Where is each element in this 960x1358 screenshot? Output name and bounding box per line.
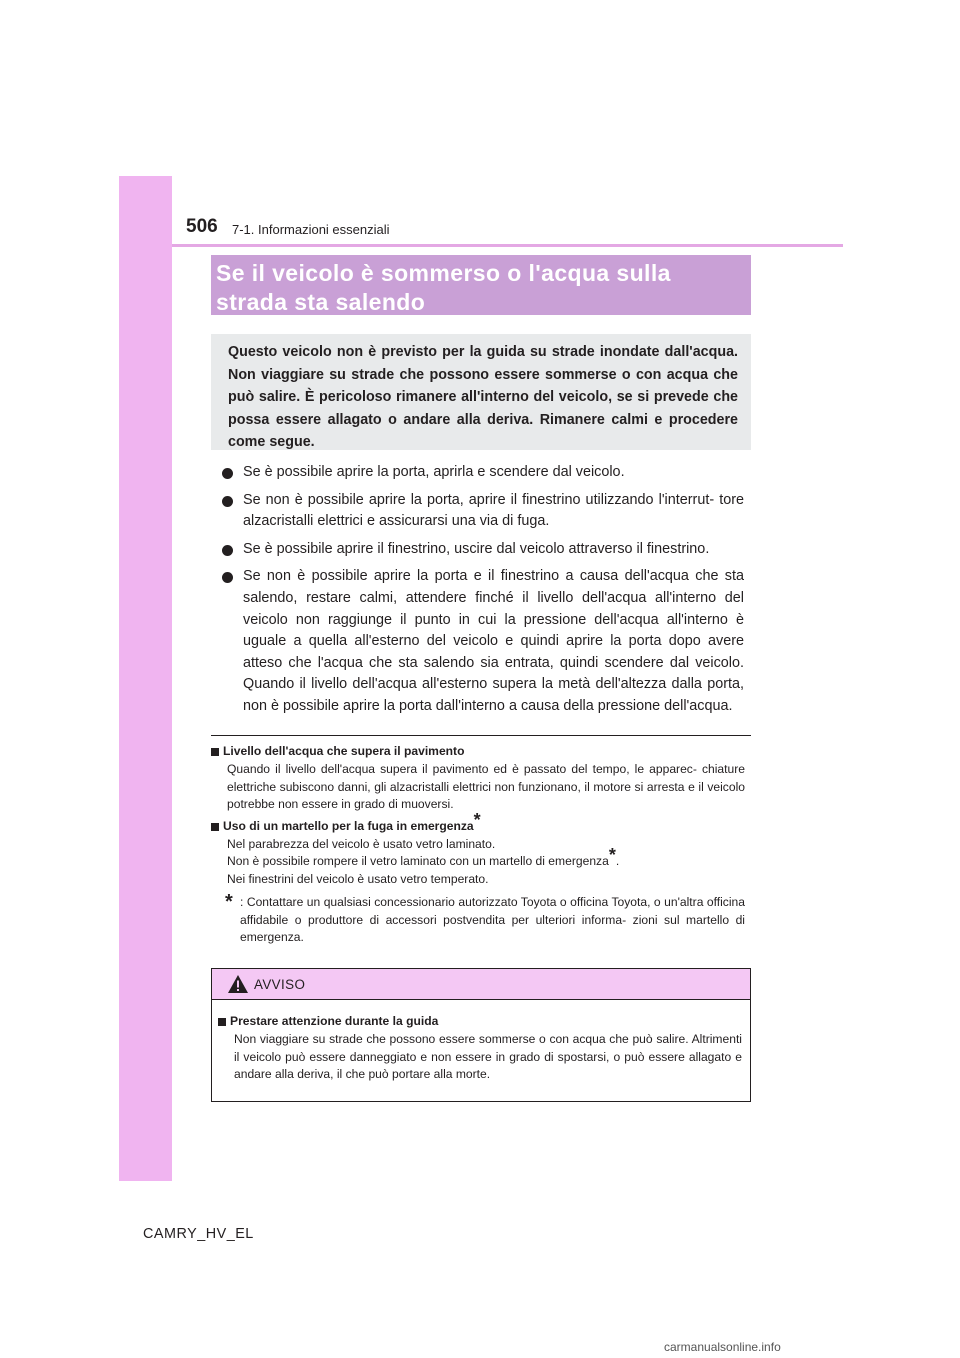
warning-label: AVVISO (254, 977, 306, 992)
note-line (211, 845, 745, 870)
model-code: CAMRY_HV_EL (143, 1226, 254, 1242)
note-heading-text: Uso di un martello per la fuga in emergenza (223, 818, 474, 833)
note-heading-hammer (211, 809, 745, 835)
note-line-text: Non è possibile rompere il vetro laminato con un martello di emergenza (227, 854, 609, 869)
header-divider (172, 244, 843, 247)
note-line-end: . (615, 854, 620, 869)
square-bullet-icon (211, 748, 219, 756)
list-item (222, 539, 744, 561)
notes-section (211, 743, 745, 946)
note-heading-text: Livello dell'acqua che supera il pavimento (223, 744, 465, 758)
bullet-list (222, 462, 744, 724)
footnote-star: * (225, 891, 233, 914)
bullet-text: Se non è possibile aprire la porta, aprire il finestrino utilizzando l'interrut- tore alzacristalli elettrici e assicurarsi una via di fuga. (243, 491, 744, 530)
warning-triangle-icon (227, 974, 249, 994)
warning-content (218, 1013, 742, 1088)
footnote-text: : Contattare un qualsiasi concessionario autorizzato Toyota o officina Toyota, o un'altra officina affidabile o produttore di accessori postvendita per ulteriori informa- zioni sul martello di emergenza. (240, 895, 745, 945)
footnote (211, 891, 745, 946)
bullet-icon (222, 468, 233, 479)
bullet-text: Se è possibile aprire la porta, aprirla e scendere dal veicolo. (243, 464, 625, 480)
section-divider (211, 735, 751, 736)
warning-heading (218, 1013, 742, 1030)
warning-body: Non viaggiare su strade che possono essere sommerse o con acqua che può salire. Altrimenti il veicolo può essere danneggiato e non essere in grado di spostarsi, o può essere allagato e andare alla deriva, il che può portare alla morte. (234, 1032, 742, 1082)
square-bullet-icon (211, 823, 219, 831)
title-banner (211, 255, 751, 315)
intro-box (211, 334, 751, 450)
list-item (222, 566, 744, 717)
footnote-marker: * (473, 809, 481, 830)
warning-header (212, 969, 750, 1000)
page-heading: Se il veicolo è sommerso o l'acqua sulla strada sta salendo (216, 260, 671, 315)
bullet-icon (222, 572, 233, 583)
bullet-icon (222, 496, 233, 507)
chapter-side-tab (119, 176, 172, 1181)
note-line: Nei finestrini del veicolo è usato vetro temperato. (227, 871, 489, 886)
bullet-icon (222, 545, 233, 556)
page-number: 506 (186, 216, 218, 237)
list-item (222, 462, 744, 484)
warning-heading-text: Prestare attenzione durante la guida (230, 1014, 439, 1028)
bullet-text: Se non è possibile aprire la porta e il finestrino a causa dell'acqua che sta salendo, restare calmi, attendere finché il livello dell'acqua all'interno del veicolo non raggiunge il punto in cui la pressione dell'acqua all'interno è uguale a quella all'esterno del veicolo e quindi aprire la porta dopo avere atteso che l'acqua che sta salendo sia entrata, quindi scendere dal veicolo. Quando il livello dell'acqua all'esterno supera la metà dell'altezza dalla porta, non è possibile aprire la porta dall'interno a causa della pressione dell'acqua. (243, 568, 744, 714)
square-bullet-icon (218, 1018, 226, 1026)
watermark: carmanualsonline.info (664, 1340, 781, 1354)
note-line: Nel parabrezza del veicolo è usato vetro laminato. (227, 837, 496, 852)
list-item (222, 490, 744, 533)
intro-text: Questo veicolo non è previsto per la guida su strade inondate dall'acqua. Non viaggiare su strade che possono essere sommerse o con acqua che può salire. È pericoloso rimanere all'interno del veicolo, se si prevede che possa essere allagato o andare alla deriva. Rimanere calmi e procedere come segue. (228, 344, 738, 450)
footnote-marker: * (608, 845, 616, 866)
warning-box (211, 968, 751, 1102)
bullet-text: Se è possibile aprire il finestrino, uscire dal veicolo attraverso il finestrino. (243, 540, 710, 557)
note-body-water-level: Quando il livello dell'acqua supera il pavimento ed è passato del tempo, le apparec- chiature elettriche subiscono danni, gli alzacristalli elettrici non funzionano, il motore si arresta e il veicolo potrebbe non essere in grado di muoversi. (227, 762, 745, 812)
section-title: 7-1. Informazioni essenziali (232, 222, 390, 237)
note-heading-water-level (211, 743, 745, 760)
